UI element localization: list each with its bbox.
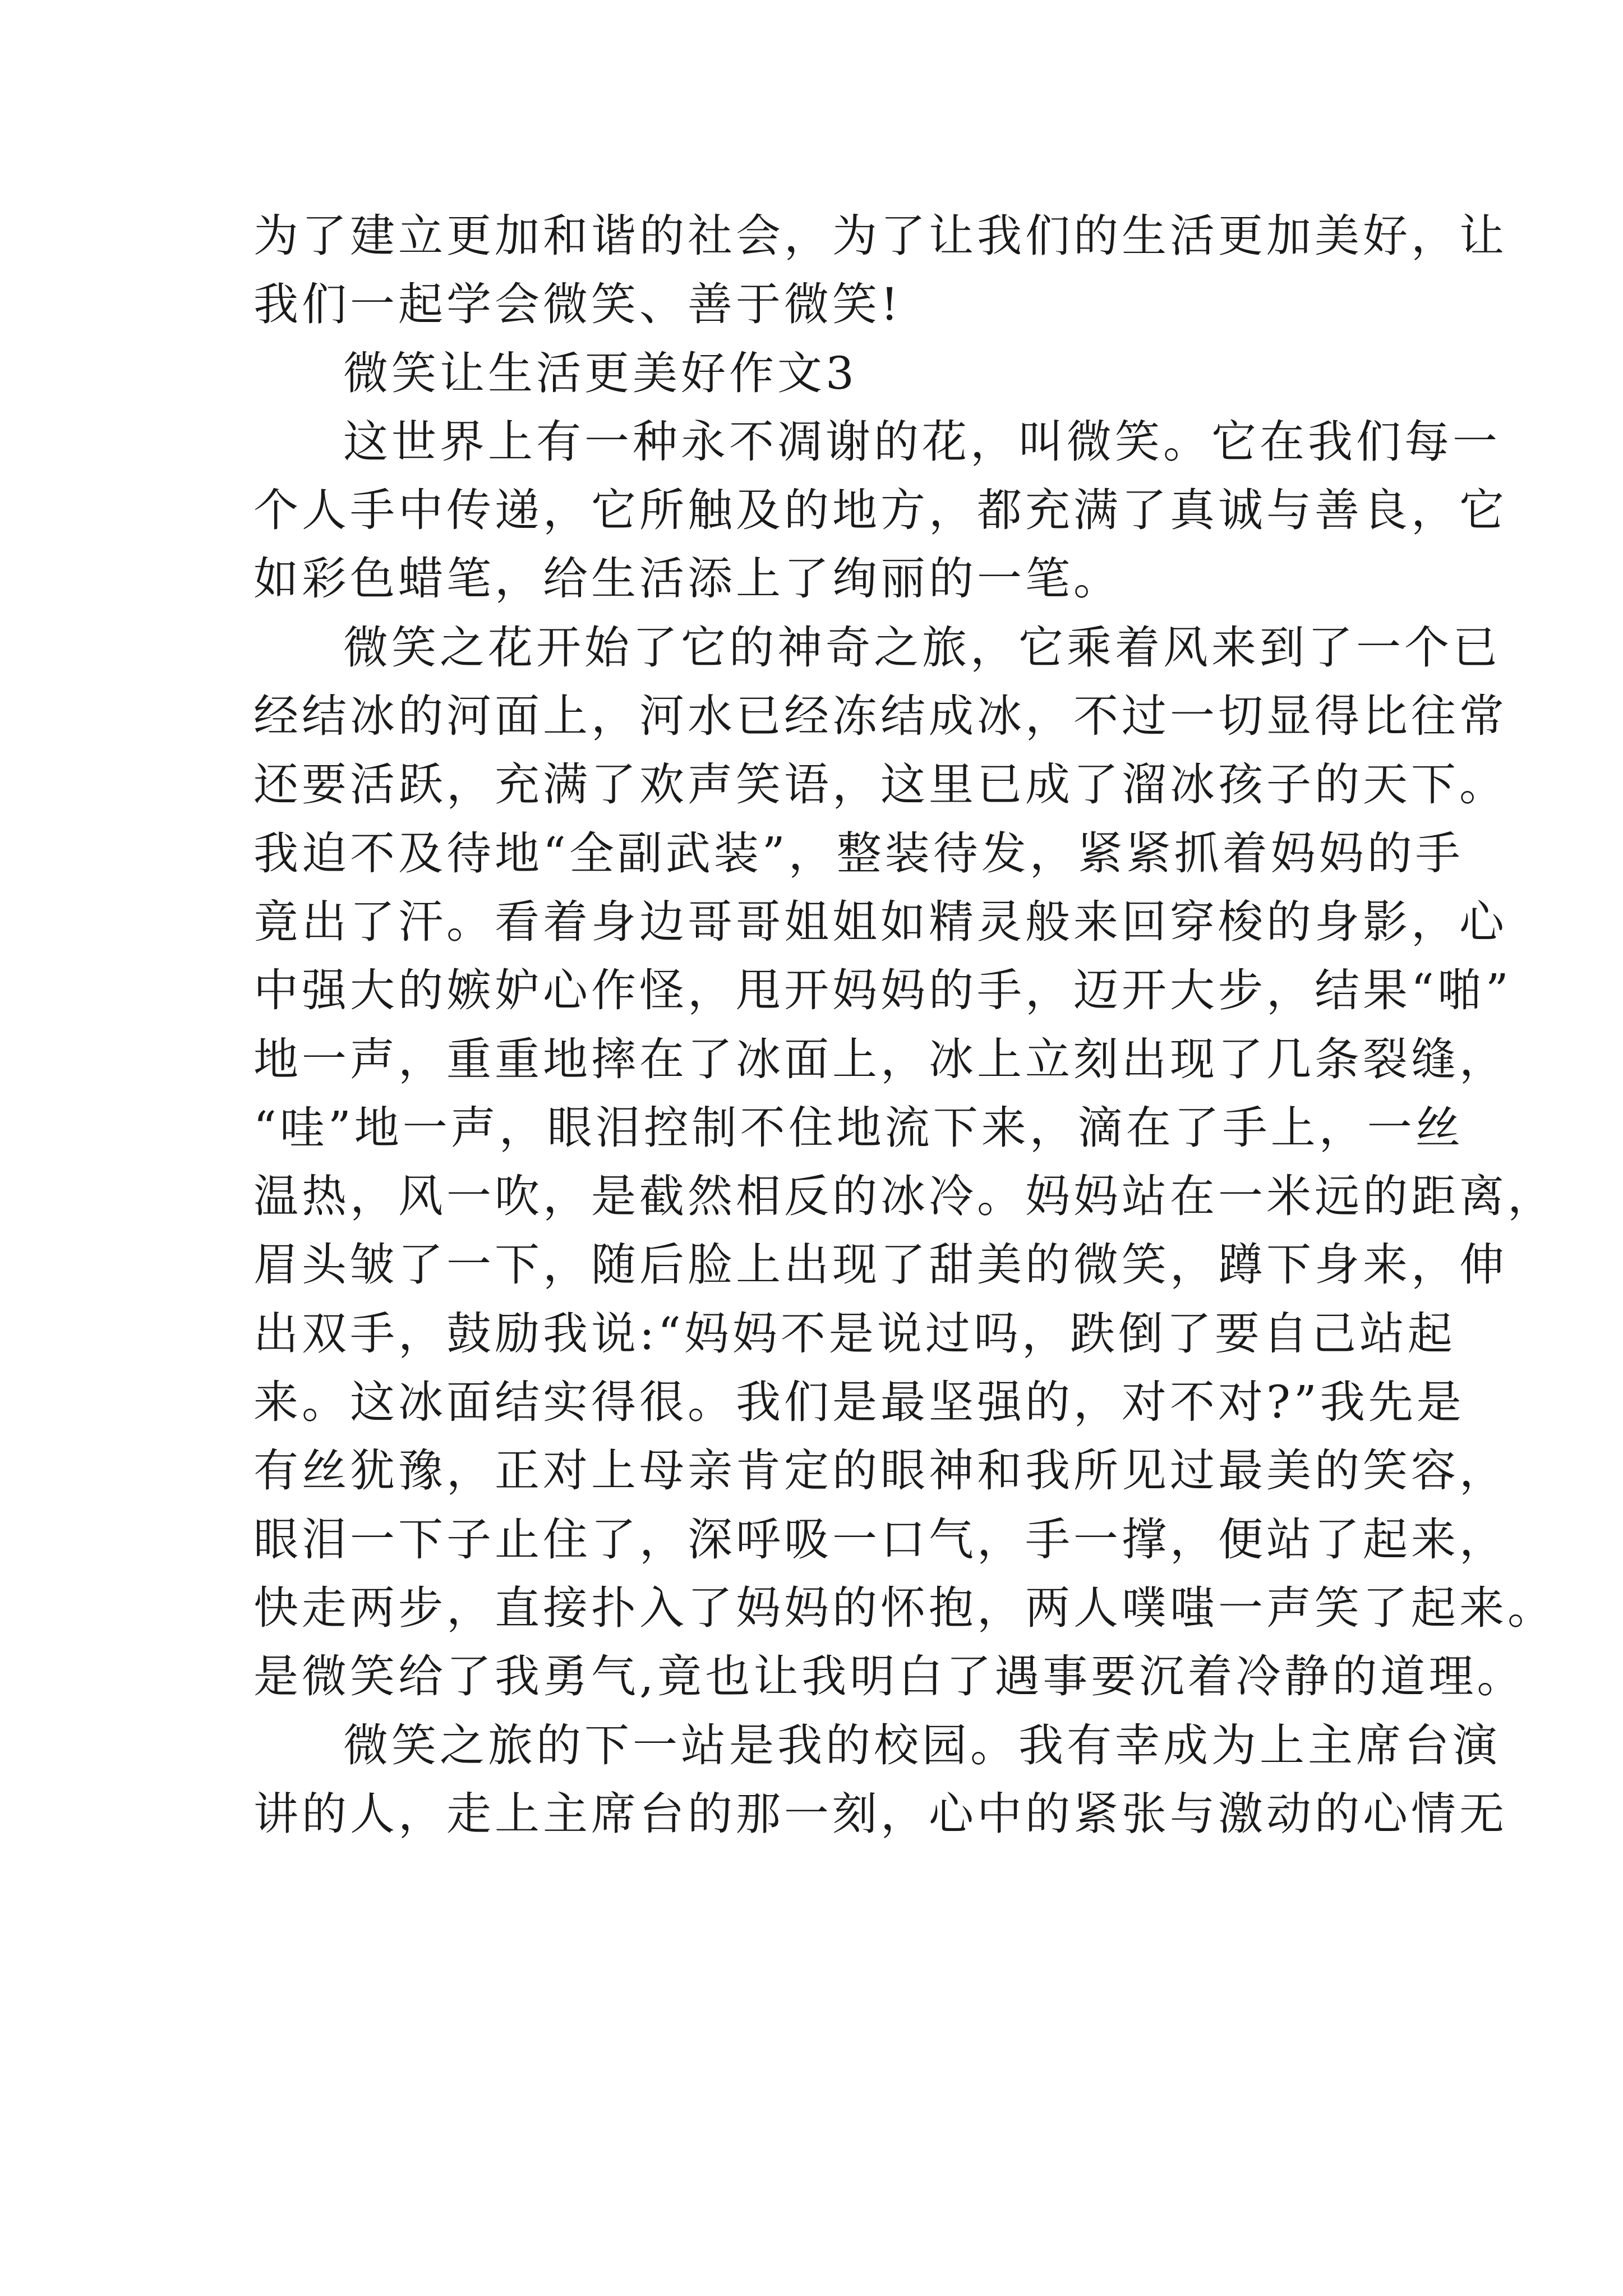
text-line: 经结冰的河面上，河水已经冻结成冰，不过一切显得比往常	[253, 690, 1507, 743]
text-line: 为了建立更加和谐的社会，为了让我们的生活更加美好，让	[253, 210, 1507, 262]
text-line: 温热，风一吹，是截然相反的冰冷。妈妈站在一米远的距离，	[253, 1170, 1556, 1223]
text-line: 我迫不及待地“全副武装”，整装待发，紧紧抓着妈妈的手	[253, 827, 1464, 880]
text-line: “哇”地一声，眼泪控制不住地流下来，滴在了手上，一丝	[253, 1101, 1464, 1154]
text-line: 讲的人，走上主席台的那一刻，心中的紧张与激动的心情无	[253, 1787, 1507, 1840]
text-line: 如彩色蜡笔，给生活添上了绚丽的一笔。	[253, 553, 1122, 605]
section-heading: 微笑让生活更美好作文3	[343, 347, 857, 399]
text-line: 这世界上有一种永不凋谢的花，叫微笑。它在我们每一	[343, 415, 1501, 468]
text-line: 个人手中传递，它所触及的地方，都充满了真诚与善良，它	[253, 484, 1507, 537]
text-line: 中强大的嫉妒心作怪，甩开妈妈的手，迈开大步，结果“啪”	[253, 964, 1512, 1017]
text-line: 眉头皱了一下，随后脸上出现了甜美的微笑，蹲下身来，伸	[253, 1239, 1507, 1291]
text-line: 微笑之花开始了它的神奇之旅，它乘着风来到了一个已	[343, 621, 1501, 674]
text-line: 来。这冰面结实得很。我们是最坚强的，对不对?”我先是	[253, 1376, 1465, 1429]
text-line: 我们一起学会微笑、善于微笑!	[253, 278, 902, 331]
text-line: 地一声，重重地摔在了冰面上，冰上立刻出现了几条裂缝，	[253, 1033, 1507, 1085]
text-line: 还要活跃，充满了欢声笑语，这里已成了溜冰孩子的天下。	[253, 758, 1507, 811]
text-line: 眼泪一下子止住了，深呼吸一口气，手一撑，便站了起来，	[253, 1513, 1507, 1566]
text-line: 出双手，鼓励我说:“妈妈不是说过吗，跌倒了要自己站起	[253, 1307, 1456, 1360]
text-line: 快走两步，直接扑入了妈妈的怀抱，两人噗嗤一声笑了起来。	[253, 1581, 1556, 1634]
text-line: 竟出了汗。看着身边哥哥姐姐如精灵般来回穿梭的身影，心	[253, 895, 1507, 948]
text-line: 有丝犹豫，正对上母亲肯定的眼神和我所见过最美的笑容，	[253, 1444, 1507, 1497]
text-line: 微笑之旅的下一站是我的校园。我有幸成为上主席台演	[343, 1719, 1501, 1772]
text-line: 是微笑给了我勇气,竟也让我明白了遇事要沉着冷静的道理。	[253, 1650, 1525, 1703]
essay-text	[253, 202, 1556, 1848]
